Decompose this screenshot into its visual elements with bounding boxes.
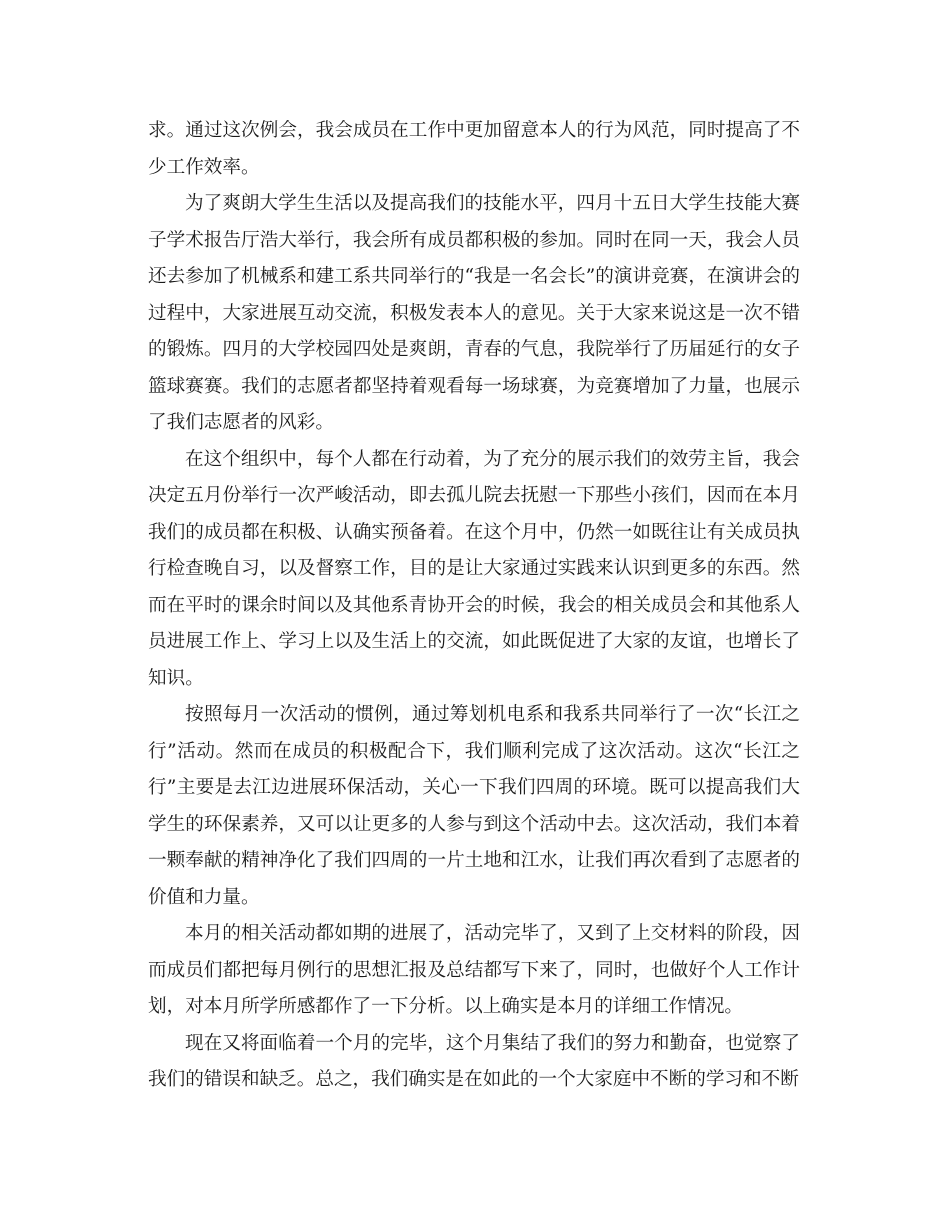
paragraph-3: 在这个组织中，每个人都在行动着，为了充分的展示我们的效劳主旨，我会决定五月份举行一次严峻活动，即去孤儿院去抚慰一下那些小孩们，因而在本月我们的成员都在积极、认确实预备着。在这个月中，仍然一如既往让有关成员执行检查晚自习，以及督察工作，目的是让大家通过实践来认识到更多的东西。然而在平时的课余时间以及其他系青协开会的时候，我会的相关成员会和其他系人员进展工作上、学习上以及生活上的交流，如此既促进了大家的友谊，也增长了知识。 (148, 448, 800, 689)
paragraph-1: 求。通过这次例会，我会成员在工作中更加留意本人的行为风范，同时提高了不少工作效率。 (148, 120, 800, 178)
paragraph-6: 现在又将面临着一个月的完毕，这个月集结了我们的努力和勤奋，也觉察了我们的错误和缺乏。总之，我们确实是在如此的一个大家庭中不断的学习和不断 (148, 1032, 800, 1090)
paragraph-5: 本月的相关活动都如期的进展了，活动完毕了，又到了上交材料的阶段，因而成员们都把每月例行的思想汇报及总结都写下来了，同时，也做好个人工作计划，对本月所学所感都作了一下分析。以上确实是本月的详细工作情况。 (148, 923, 800, 1017)
paragraph-2: 为了爽朗大学生生活以及提高我们的技能水平，四月十五日大学生技能大赛子学术报告厅浩大举行，我会所有成员都积极的参加。同时在同一天，我会人员还去参加了机械系和建工系共同举行的“我是一名会长”的演讲竞赛，在演讲会的过程中，大家进展互动交流，积极发表本人的意见。关于大家来说这是一次不错的锻炼。四月的大学校园四处是爽朗，青春的气息，我院举行了历届延行的女子篮球赛赛。我们的志愿者都坚持着观看每一场球赛，为竞赛增加了力量，也展示了我们志愿者的风彩。 (148, 193, 800, 433)
paragraph-4: 按照每月一次活动的惯例，通过筹划机电系和我系共同举行了一次“长江之行”活动。然而在成员的积极配合下，我们顺利完成了这次活动。这次“长江之行”主要是去江边进展环保活动，关心一下我们四周的环境。既可以提高我们大学生的环保素养，又可以让更多的人参与到这个活动中去。这次活动，我们本着一颗奉献的精神净化了我们四周的一片土地和江水，让我们再次看到了志愿者的价值和力量。 (148, 704, 800, 908)
document-body (148, 113, 800, 1099)
